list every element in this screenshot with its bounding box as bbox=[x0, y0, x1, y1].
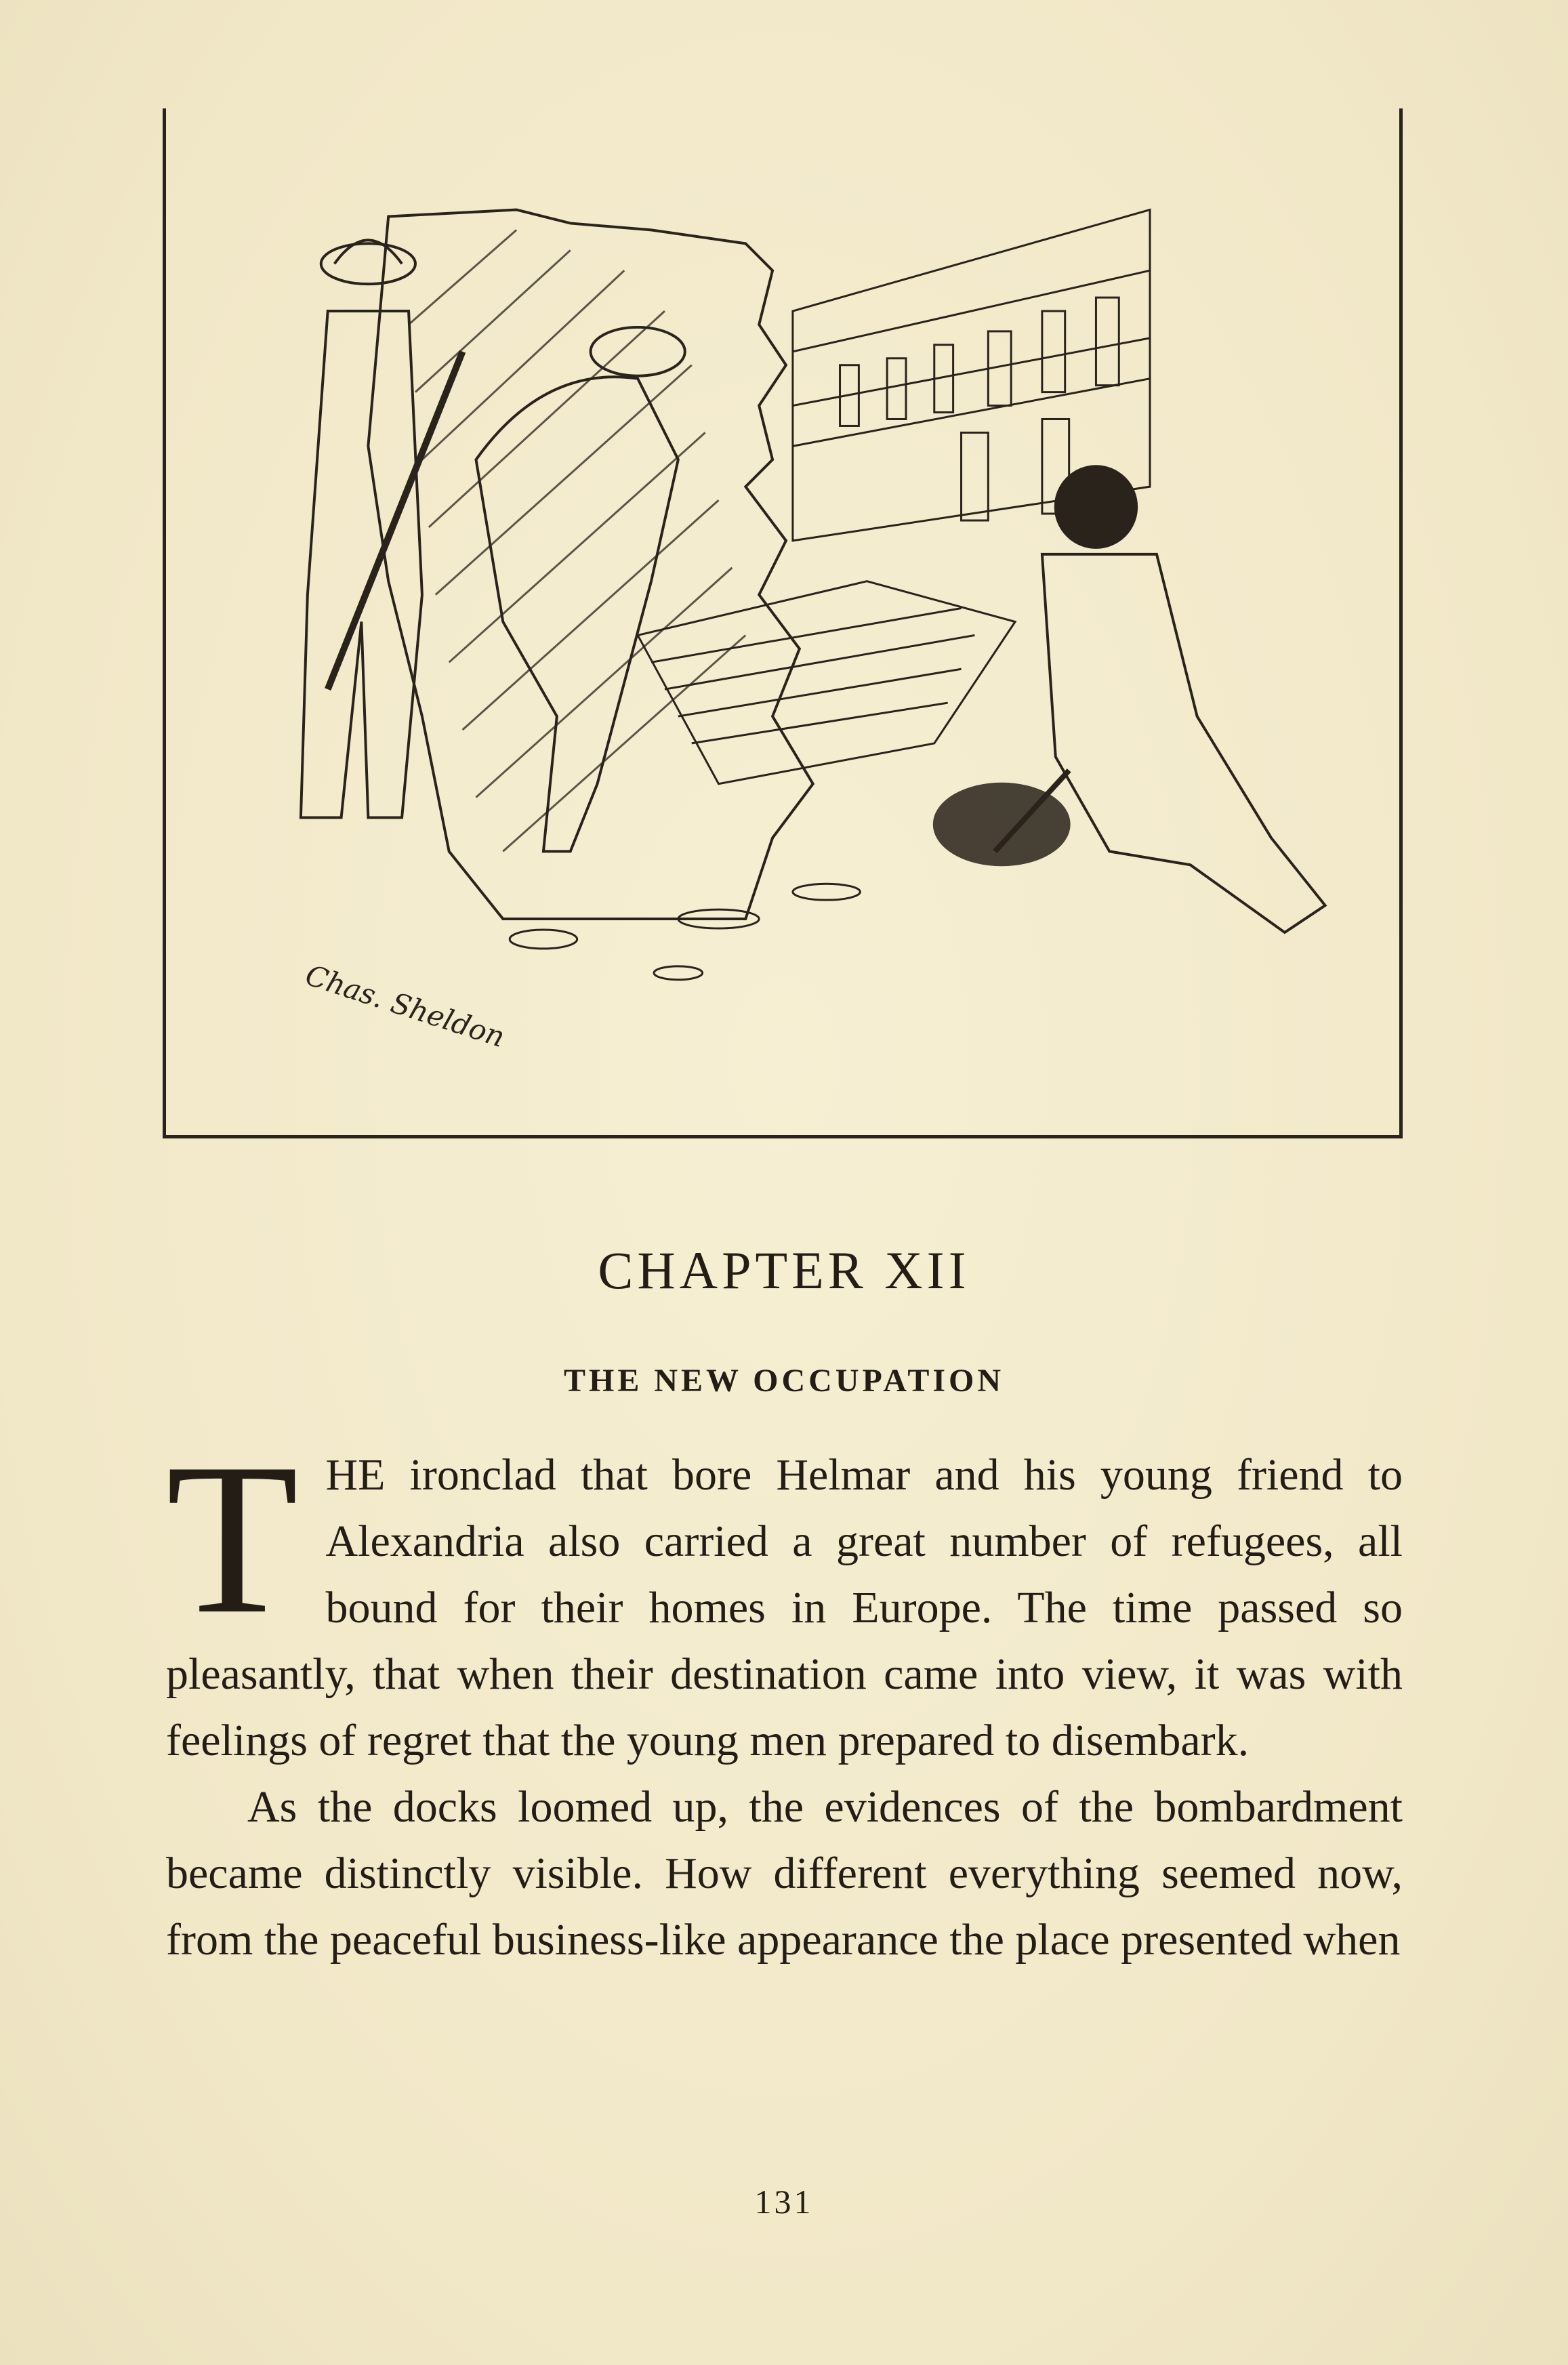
artist-signature: Chas. Sheldon bbox=[301, 958, 509, 1054]
paragraph-2: As the docks loomed up, the evidences of the bombardment became distinctly visible. How different everything seemed now, from the peaceful business-like appearance the place presented when bbox=[166, 1782, 1403, 1965]
paragraph-1 bbox=[166, 1419, 1403, 1774]
page-number: 131 bbox=[754, 2183, 814, 2221]
body-text bbox=[166, 1419, 1403, 1973]
paragraph-1-text: HE ironclad that bore Helmar and his young friend to Alexandria also carried a great number of refugees, all bound for their homes in Europe. The time passed so pleasantly, that when their destination came into view, it was with feelings of regret that the young men prepared to disembark. bbox=[166, 1450, 1403, 1765]
drop-cap: T bbox=[166, 1419, 299, 1659]
chapter-title: CHAPTER XII bbox=[598, 1241, 970, 1300]
chapter-subtitle: THE NEW OCCUPATION bbox=[563, 1363, 1005, 1399]
chapter-illustration bbox=[163, 108, 1403, 1138]
